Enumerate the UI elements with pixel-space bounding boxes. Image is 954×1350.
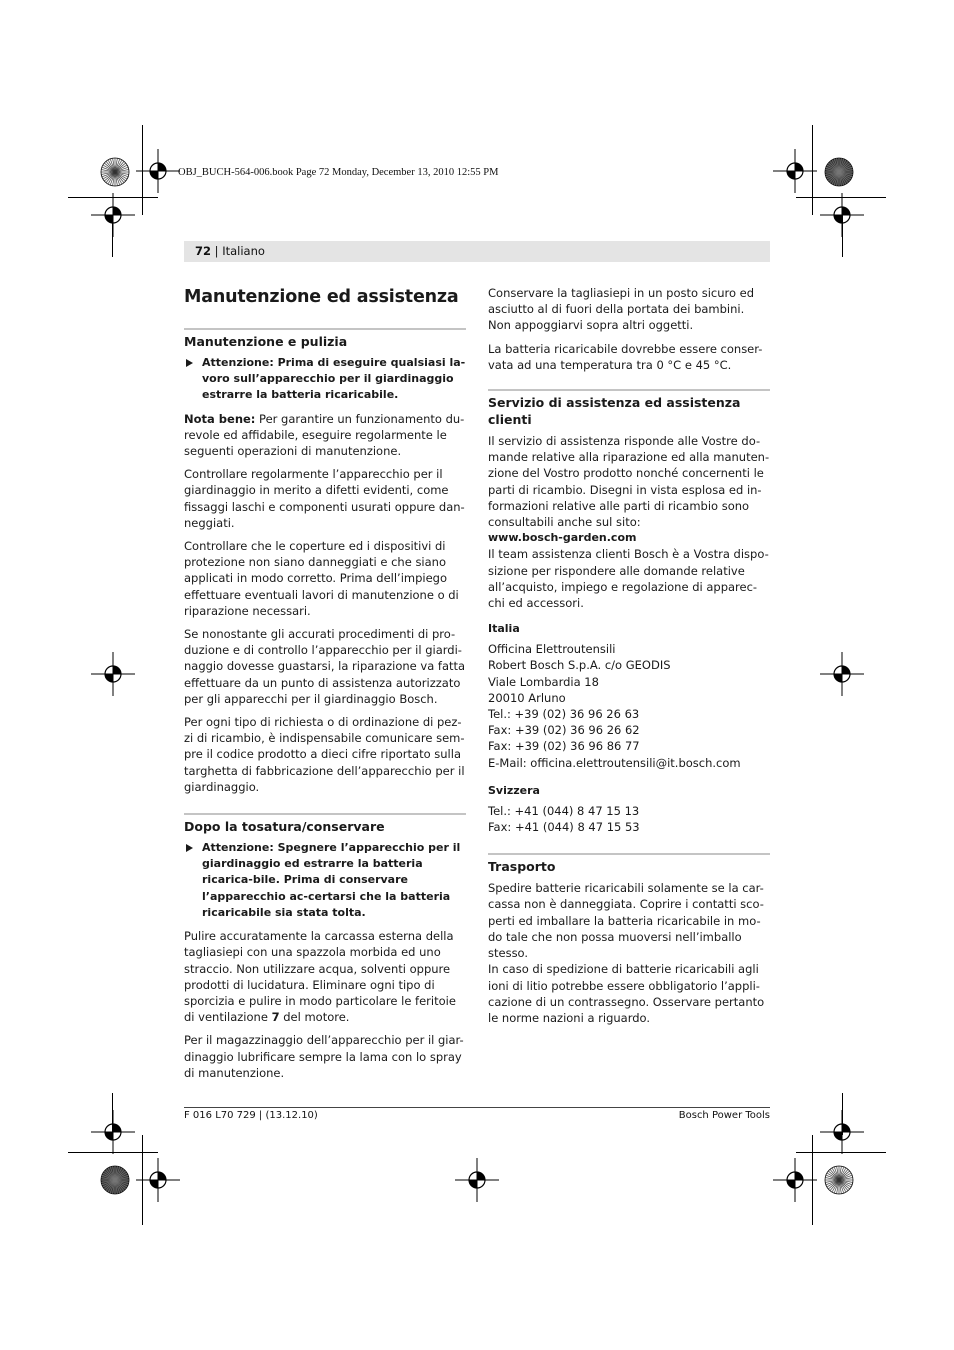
paragraph: Spedire batterie ricaricabili solamente se la car-cassa non è danneggiata. Coprire i contatti sco-perti ed imballare la batteria ricaricabile in mo-do tale che non possa muoversi nell’imballo stesso. — [488, 881, 764, 961]
warning-text: Attenzione: Spegnere l’apparecchio per il giardinaggio ed estrarre la batteria ricarica-bile. Prima di conservare l’apparecchio ac-certarsi che la batteria ricaricabile sia stata tolta. — [202, 841, 461, 919]
country-heading-italia: Italia — [488, 622, 520, 636]
page-number: 72 — [195, 244, 212, 258]
section-heading-service: Servizio di assistenza ed assistenza clienti — [488, 389, 770, 428]
paragraph — [184, 928, 466, 1025]
registration-mark-icon — [91, 1110, 135, 1154]
section-heading-transport: Trasporto — [488, 853, 770, 875]
address-line: Robert Bosch S.p.A. c/o GEODIS — [488, 658, 671, 673]
paragraph: La batteria ricaricabile dovrebbe essere conser-vata ad una temperatura tra 0 °C e 45 °C. — [488, 341, 763, 372]
color-target-icon — [824, 157, 854, 187]
paragraph: Controllare che le coperture ed i dispositivi di protezione non siano danneggiati e che siano applicati in modo corretto. Prima dell’impiego effettuare eventuali lavori di manutenzione o di riparazione necessari. — [184, 539, 459, 618]
address-line: 20010 Arluno — [488, 690, 566, 705]
paragraph: Controllare regolarmente l’apparecchio per il giardinaggio in merito a difetti evidenti, come fissaggi laschi e componenti usurati oppure dan-neggiati. — [184, 467, 465, 530]
footer-brand: Bosch Power Tools — [678, 1110, 770, 1121]
color-target-icon — [100, 1165, 130, 1195]
page-title: Manutenzione ed assistenza — [184, 287, 459, 307]
note-label: Nota bene: — [184, 411, 256, 426]
paragraph: Il servizio di assistenza risponde alle Vostre do-mande relative alla riparazione ed alla manuten-zione del Vostro prodotto nonché concernenti le parti di ricambio. Disegni in vista esplosa ed in-formazioni relative alle parti di ricambio sono consultabili anche sul sito: — [488, 434, 770, 530]
warning-triangle-icon — [186, 359, 193, 367]
color-target-icon — [100, 157, 130, 187]
country-heading-svizzera: Svizzera — [488, 783, 540, 797]
section-heading-storage: Dopo la tosatura/conservare — [184, 813, 466, 835]
address-line: Tel.: +39 (02) 36 96 26 63 — [488, 707, 640, 722]
address-line: Viale Lombardia 18 — [488, 674, 599, 689]
registration-mark-icon — [136, 1158, 180, 1202]
address-line: Fax: +39 (02) 36 96 26 62 — [488, 723, 640, 738]
color-target-icon — [824, 1165, 854, 1195]
paragraph-text: Pulire accuratamente la carcassa esterna della tagliasiepi con una spazzola morbida ed uno straccio. Non utilizzare acqua, solventi oppure prodotti di lucidatura. Eliminare ogni tipo di sporcizia e pulire in modo particolare le feritoie di ventilazione — [184, 929, 456, 1025]
footer-code: F 016 L70 729 | (13.12.10) — [184, 1110, 318, 1121]
address-line: Fax: +39 (02) 36 96 86 77 — [488, 739, 640, 754]
warning-triangle-icon — [186, 844, 193, 852]
address-line: Fax: +41 (044) 8 47 15 53 — [488, 820, 640, 835]
address-svizzera — [488, 803, 770, 835]
registration-mark-icon — [820, 193, 864, 237]
print-slug: OBJ_BUCH-564-006.book Page 72 Monday, December 13, 2010 12:55 PM — [178, 167, 499, 178]
address-line: Tel.: +41 (044) 8 47 15 13 — [488, 803, 640, 818]
warning-text: Attenzione: Prima di eseguire qualsiasi la-voro sull’apparecchio per il giardinaggio estrarre la batteria ricaricabile. — [202, 356, 466, 402]
warning-storage — [184, 840, 466, 921]
registration-mark-icon — [455, 1158, 499, 1202]
section-heading-maintenance: Manutenzione e pulizia — [184, 328, 466, 350]
paragraph: Conservare la tagliasiepi in un posto sicuro ed asciutto al di fuori della portata dei bambini. Non appoggiarvi sopra altri oggetti. — [488, 286, 755, 333]
address-line: Officina Elettroutensili — [488, 642, 616, 657]
registration-mark-icon — [773, 149, 817, 193]
header-separator: | — [211, 244, 223, 258]
paragraph-text: del motore. — [279, 1010, 350, 1025]
page-header — [195, 244, 265, 258]
note-text: Per garantire un funzionamento du-revole ed affidabile, eseguire regolarmente le seguenti operazioni di manutenzione. — [184, 411, 465, 459]
page-header-bar — [184, 241, 770, 262]
registration-mark-icon — [773, 1158, 817, 1202]
registration-mark-icon — [820, 1110, 864, 1154]
registration-mark-icon — [820, 652, 864, 696]
address-line: E-Mail: officina.elettroutensili@it.bosch.com — [488, 755, 741, 770]
right-column — [488, 285, 770, 1033]
registration-mark-icon — [91, 193, 135, 237]
registration-mark-icon — [91, 652, 135, 696]
paragraph: Per ogni tipo di richiesta o di ordinazione di pez-zi di ricambio, è indispensabile comunicare sem-pre il codice prodotto a dieci cifre riportato sulla targhetta di fabbricazione dell’apparecchio per il giardinaggio. — [184, 715, 465, 794]
paragraph: Se nonostante gli accurati procedimenti di pro-duzione e di controllo l’apparecchio per il giardi-naggio dovesse guastarsi, la riparazione va fatta effettuare da un punto di assistenza autorizzato per gli apparecchi per il giardinaggio Bosch. — [184, 627, 466, 706]
registration-mark-icon — [136, 149, 180, 193]
note-paragraph — [184, 411, 466, 460]
paragraph: In caso di spedizione di batterie ricaricabili agli ioni di litio potrebbe essere obbligatorio l’appli-cazione di un contrassegno. Osservare pertanto le norme nazioni a riguardo. — [488, 962, 765, 1025]
left-column — [184, 285, 466, 1088]
paragraph: Per il magazzinaggio dell’apparecchio per il giar-dinaggio lubrificare sempre la lama con lo spray di manutenzione. — [184, 1033, 464, 1080]
warning-maintenance — [184, 355, 466, 404]
address-italia — [488, 641, 770, 771]
footer-rule — [184, 1107, 770, 1108]
header-language: Italiano — [222, 244, 265, 258]
part-number: 7 — [271, 1010, 280, 1025]
website-url: www.bosch-garden.com — [488, 531, 637, 545]
paragraph: Il team assistenza clienti Bosch è a Vostra dispo-sizione per rispondere alle domande relative all’acquisto, impiego e regolazione di apparec-chi ed accessori. — [488, 547, 769, 611]
